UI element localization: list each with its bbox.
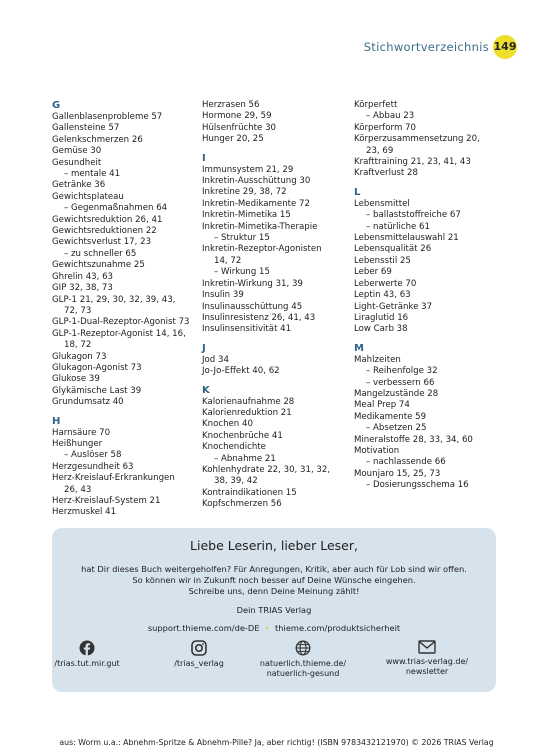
reader-box-signature: Dein TRIAS Verlag — [236, 605, 312, 615]
index-entry: Glukagon-Agonist 73 — [52, 362, 142, 373]
index-column-2 — [202, 100, 344, 511]
index-entry: Inkretin-Ausschüttung 30 — [202, 176, 311, 187]
index-entry: Gelenkschmerzen 26 — [52, 134, 143, 145]
index-entry: Kontraindikationen 15 — [202, 487, 297, 498]
index-entry: – Dosierungsschema 16 — [366, 480, 469, 491]
index-entry: – Abnahme 21 — [214, 453, 276, 464]
index-entry: Jo-Jo-Effekt 40, 62 — [202, 366, 280, 377]
index-entry: Hülsenfrüchte 30 — [202, 122, 277, 133]
separator-dot: • — [262, 623, 273, 633]
social-label: /trias.tut.mir.gut — [54, 659, 120, 668]
index-entry: Kohlenhydrate 22, 30, 31, 32, — [202, 464, 331, 475]
index-entry: Lebensqualität 26 — [354, 244, 432, 255]
index-entry: Knochendichte — [202, 442, 266, 453]
index-entry: Herzgesundheit 63 — [52, 461, 134, 472]
index-entry: 18, 72 — [64, 340, 92, 351]
index-entry: Kraftverlust 28 — [354, 168, 418, 179]
index-entry: Glukose 39 — [52, 374, 100, 385]
index-entry: Meal Prep 74 — [354, 400, 410, 411]
index-entry: Low Carb 38 — [354, 324, 408, 335]
index-entry: Kalorienaufnahme 28 — [202, 396, 295, 407]
index-entry: Glukagon 73 — [52, 351, 107, 362]
footer-citation: aus: Worm u.a.: Abnehm-Spritze & Abnehm-Pille? Ja, aber richtig! (ISBN 9783432121970) © 2026 TRIAS Verlag — [59, 738, 494, 747]
index-entry: Insulin 39 — [202, 290, 244, 301]
index-entry: Knochenbrüche 41 — [202, 430, 283, 441]
index-entry: Liraglutid 16 — [354, 312, 409, 323]
index-entry: Insulinausschüttung 45 — [202, 301, 303, 312]
index-entry: 72, 73 — [64, 305, 92, 316]
index-entry: Gewichtsreduktion 26, 41 — [52, 214, 163, 225]
index-letter-heading: L — [354, 186, 361, 198]
index-entry: – Auslöser 58 — [64, 450, 122, 461]
index-entry: Hunger 20, 25 — [202, 134, 264, 145]
index-entry: Kalorienreduktion 21 — [202, 407, 292, 418]
index-letter-heading: H — [52, 415, 61, 427]
index-entry: Inkretine 29, 38, 72 — [202, 187, 287, 198]
index-entry: 38, 39, 42 — [214, 476, 258, 487]
index-entry: Ghrelin 43, 63 — [52, 271, 114, 282]
reader-box-title: Liebe Leserin, lieber Leser, — [190, 538, 358, 553]
social-label: www.trias-verlag.de/ — [385, 657, 469, 666]
index-entry: Mangelzustände 28 — [354, 388, 439, 399]
index-entry: Getränke 36 — [52, 180, 106, 191]
index-entry: Gesundheit — [52, 157, 102, 168]
index-entry: Herzrasen 56 — [202, 100, 260, 110]
index-entry: Heißhunger — [52, 438, 103, 449]
index-letter-heading: K — [202, 384, 210, 396]
index-entry: GLP-1-Dual-Rezeptor-Agonist 73 — [52, 317, 190, 328]
social-website[interactable] — [248, 640, 358, 679]
index-entry: – Wirkung 15 — [214, 267, 270, 278]
index-entry: Herz-Kreislauf-System 21 — [52, 496, 161, 506]
index-entry: Glykämische Last 39 — [52, 385, 142, 396]
index-entry: Gewichtszunahme 25 — [52, 260, 145, 271]
index-entry: 14, 72 — [214, 255, 242, 266]
index-entry: GLP-1 21, 29, 30, 32, 39, 43, — [52, 294, 176, 305]
social-label: natuerlich-gesund — [266, 669, 340, 678]
social-instagram[interactable] — [144, 640, 254, 669]
index-entry: Leptin 43, 63 — [354, 290, 411, 301]
index-entry: – natürliche 61 — [366, 221, 430, 232]
index-entry: Gewichtsverlust 17, 23 — [52, 237, 152, 248]
reader-box-text — [52, 564, 496, 597]
index-entry: Lebensmittelauswahl 21 — [354, 233, 459, 244]
index-letter-heading: I — [202, 152, 206, 164]
index-entry: – Reihenfolge 32 — [366, 366, 438, 377]
index-entry: – Absetzen 25 — [366, 423, 427, 434]
header-title: Stichwortverzeichnis — [363, 40, 489, 54]
index-entry: – nachlassende 66 — [366, 457, 446, 468]
index-letter-heading: M — [354, 342, 364, 354]
index-entry: Knochen 40 — [202, 419, 253, 430]
index-entry: Leberwerte 70 — [354, 278, 417, 289]
index-entry: Gemüse 30 — [52, 146, 102, 157]
index-entry: Harnsäure 70 — [52, 427, 111, 438]
index-entry: Körperfett — [354, 100, 398, 110]
index-entry: Körperzusammensetzung 20, — [354, 134, 480, 145]
index-entry: Mounjaro 15, 25, 73 — [354, 468, 441, 479]
index-entry: Gewichtsreduktionen 22 — [52, 226, 157, 237]
index-entry: Medikamente 59 — [354, 411, 427, 422]
index-entry: Lebensstil 25 — [354, 255, 411, 266]
index-entry: Gallensteine 57 — [52, 123, 120, 134]
social-label: /trias_verlag — [174, 659, 224, 668]
reader-feedback-box — [52, 528, 496, 692]
index-entry: Leber 69 — [354, 267, 392, 278]
index-entry: – Struktur 15 — [214, 233, 270, 244]
index-entry: Insulinresistenz 26, 41, 43 — [202, 312, 316, 323]
index-entry: Mineralstoffe 28, 33, 34, 60 — [354, 434, 473, 445]
index-entry: – Abbau 23 — [366, 111, 415, 122]
index-entry: Jod 34 — [202, 354, 229, 365]
index-entry: Inkretin-Mimetika-Therapie — [202, 221, 318, 232]
social-facebook[interactable] — [32, 640, 142, 669]
index-entry: Gewichtsplateau — [52, 191, 124, 202]
index-entry: – ballaststoffreiche 67 — [366, 210, 461, 221]
index-entry: Inkretin-Mimetika 15 — [202, 210, 291, 221]
social-label: newsletter — [405, 667, 449, 676]
instagram-icon — [191, 640, 207, 656]
index-entry: Lebensmittel — [354, 198, 410, 209]
index-entry: Motivation — [354, 445, 400, 456]
index-entry: 26, 43 — [64, 484, 92, 495]
index-entry: – mentale 41 — [64, 169, 121, 180]
reader-box-line: So können wir in Zukunft noch besser auf Deine Wünsche eingehen. — [132, 575, 416, 585]
product-safety-link[interactable]: thieme.com/produktsicherheit — [275, 623, 401, 633]
index-entry: Herzmuskel 41 — [52, 507, 117, 518]
reader-box-line: Schreibe uns, denn Deine Meinung zählt! — [188, 586, 360, 596]
index-entry: Grundumsatz 40 — [52, 397, 124, 408]
social-newsletter[interactable] — [372, 640, 482, 677]
index-entry: Kopfschmerzen 56 — [202, 499, 282, 510]
index-entry: Herz-Kreislauf-Erkrankungen — [52, 473, 175, 484]
index-entry: Krafttraining 21, 23, 41, 43 — [354, 157, 471, 168]
social-label: natuerlich.thieme.de/ — [259, 659, 347, 668]
index-entry: Mahlzeiten — [354, 354, 401, 365]
index-letter-heading: G — [52, 100, 61, 111]
support-link[interactable]: support.thieme.com/de-DE — [147, 623, 260, 633]
index-entry: Körperform 70 — [354, 122, 416, 133]
reader-box-links — [52, 623, 496, 633]
facebook-icon — [79, 640, 95, 656]
index-entry: – zu schneller 65 — [64, 248, 137, 259]
index-column-1 — [52, 100, 192, 519]
index-entry: Hormone 29, 59 — [202, 111, 272, 122]
index-entry: 23, 69 — [366, 145, 394, 156]
index-entry: Inkretin-Rezeptor-Agonisten — [202, 244, 322, 255]
index-entry: Gallenblasenprobleme 57 — [52, 112, 163, 122]
index-entry: GLP-1-Rezeptor-Agonist 14, 16, — [52, 328, 186, 339]
index-entry: Light-Getränke 37 — [354, 301, 433, 312]
index-entry: Immunsystem 21, 29 — [202, 164, 294, 175]
mail-icon — [418, 640, 436, 654]
index-entry: Inkretin-Wirkung 31, 39 — [202, 278, 303, 289]
globe-icon — [295, 640, 311, 656]
index-entry: Inkretin-Medikamente 72 — [202, 198, 310, 209]
index-entry: – Gegenmaßnahmen 64 — [64, 203, 168, 214]
index-entry: Insulinsensitivität 41 — [202, 324, 292, 335]
index-letter-heading: J — [202, 342, 206, 354]
reader-box-line: hat Dir dieses Buch weitergeholfen? Für Anregungen, Kritik, aber auch für Lob sind wir offen. — [81, 564, 467, 574]
page-number-badge: 149 — [493, 35, 517, 59]
index-entry: – verbessern 66 — [366, 377, 435, 388]
index-entry: GIP 32, 38, 73 — [52, 283, 113, 294]
index-column-3 — [354, 100, 504, 492]
